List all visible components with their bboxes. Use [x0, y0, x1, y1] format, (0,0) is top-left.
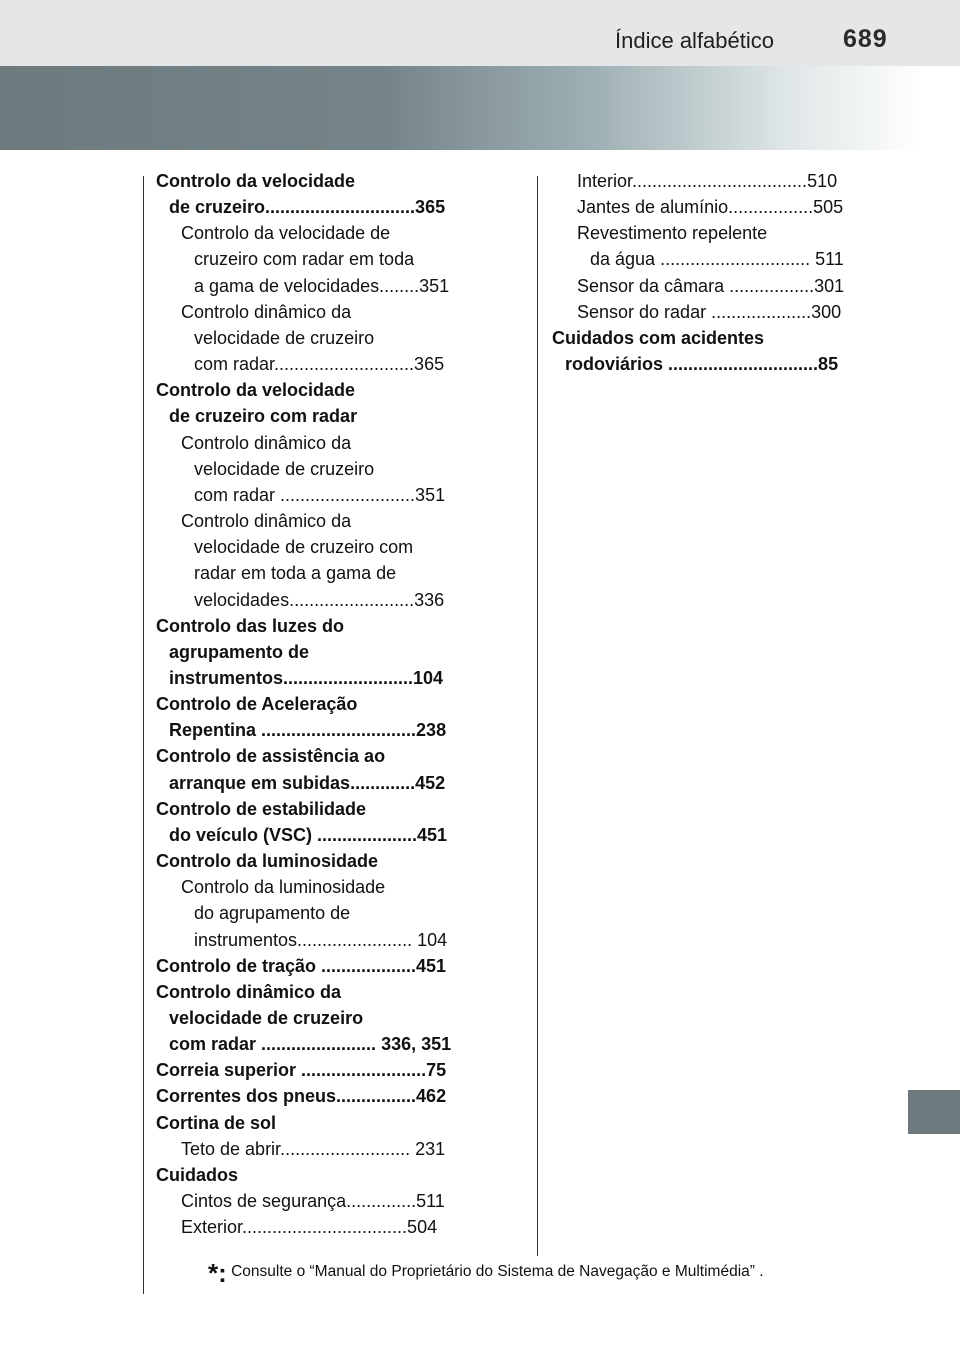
index-entry-line: Controlo dinâmico da [181, 301, 352, 322]
index-column-right [552, 168, 864, 377]
footnote-text: Consulte o “Manual do Proprietário do Sistema de Navegação e Multimédia” . [231, 1263, 764, 1280]
index-entry-line: cruzeiro com radar em toda [194, 249, 415, 270]
index-entry [156, 168, 468, 220]
page-number: 689 [843, 25, 888, 53]
index-entry-line: Exterior.................................504 [181, 1217, 438, 1238]
index-entry [156, 1162, 468, 1188]
index-entry-line: arranque em subidas.............452 [169, 772, 446, 793]
index-entry-line: Cintos de segurança..............511 [181, 1191, 445, 1212]
index-entry [552, 325, 864, 377]
index-entry-line: Controlo de tração ...................451 [156, 955, 447, 976]
index-entry-line: Controlo da luminosidade [181, 877, 386, 898]
index-subentry [552, 273, 864, 299]
index-entry-line: instrumentos....................... 104 [194, 929, 448, 950]
index-subentry [156, 1188, 468, 1214]
index-entry-line: Sensor do radar ....................300 [577, 301, 842, 322]
index-entry [156, 613, 468, 691]
index-subentry [156, 220, 468, 298]
footnote [208, 1258, 764, 1289]
index-entry [156, 743, 468, 795]
index-subentry [156, 430, 468, 508]
index-entry [156, 1110, 468, 1136]
index-entry-line: com radar ....................... 336, 351 [169, 1034, 452, 1055]
index-subentry [156, 508, 468, 613]
index-entry-line: Controlo da luminosidade [156, 851, 379, 872]
index-subentry [552, 168, 864, 194]
index-entry-line: de cruzeiro com radar [169, 406, 358, 427]
index-entry-line: radar em toda a gama de [194, 563, 397, 584]
index-subentry [156, 1214, 468, 1240]
index-entry-line: agrupamento de [169, 641, 310, 662]
index-entry [156, 796, 468, 848]
index-entry [156, 377, 468, 429]
index-entry-line: velocidades.........................336 [194, 589, 445, 610]
index-entry-line: do agrupamento de [194, 903, 351, 924]
index-entry-line: Sensor da câmara .................301 [577, 275, 845, 296]
header-banner [0, 66, 960, 150]
index-subentry [552, 194, 864, 220]
index-entry-line: do veículo (VSC) ....................451 [169, 824, 448, 845]
index-entry-line: Repentina ...............................238 [169, 720, 447, 741]
index-entry-line: velocidade de cruzeiro com [194, 537, 414, 558]
index-entry-line: Cuidados [156, 1164, 239, 1185]
index-entry-line: velocidade de cruzeiro [169, 1008, 364, 1028]
index-entry-line: Revestimento repelente [577, 223, 768, 244]
index-entry [156, 979, 468, 1057]
index-entry-line: Correia superior .........................75 [156, 1060, 447, 1081]
index-entry-line: rodoviários ..............................85 [565, 354, 839, 375]
index-entry [156, 691, 468, 743]
index-entry-line: Controlo dinâmico da [156, 981, 342, 1002]
index-entry-line: com radar............................365 [194, 354, 445, 375]
index-entry-line: Interior...................................510 [577, 171, 838, 191]
index-entry-line: Cuidados com acidentes [552, 327, 765, 348]
index-entry [156, 848, 468, 874]
header-bar [0, 0, 960, 66]
index-entry-line: Controlo das luzes do [156, 615, 345, 636]
index-entry-line: velocidade de cruzeiro [194, 458, 375, 479]
index-entry-line: Correntes dos pneus................462 [156, 1086, 447, 1107]
index-entry-line: Jantes de alumínio.................505 [577, 197, 844, 218]
index-subentry [156, 874, 468, 952]
index-entry-line: Teto de abrir.......................... 231 [181, 1138, 446, 1159]
index-entry-line: de cruzeiro..............................365 [169, 197, 446, 218]
index-entry-line: Controlo da velocidade [156, 380, 356, 401]
chapter-thumb-tab [908, 1090, 960, 1134]
index-subentry [156, 1136, 468, 1162]
index-entry-line: Controlo de estabilidade [156, 798, 367, 819]
index-entry-line: Controlo da velocidade [156, 171, 356, 191]
footnote-marker: *: [208, 1258, 227, 1288]
index-entry-line: da água .............................. 511 [590, 249, 844, 270]
index-subentry [156, 299, 468, 377]
column-divider [537, 176, 538, 1256]
index-entry-line: a gama de velocidades........351 [194, 275, 450, 296]
index-subentry [552, 299, 864, 325]
index-entry [156, 1057, 468, 1083]
section-title: Índice alfabético [615, 28, 774, 53]
index-entry-line: Controlo dinâmico da [181, 432, 352, 453]
index-entry-line: instrumentos..........................104 [169, 667, 444, 688]
left-column-rule [143, 176, 144, 1294]
index-column-left [156, 168, 468, 1240]
index-entry-line: Controlo de Aceleração [156, 694, 358, 715]
index-entry-line: com radar ...........................351 [194, 484, 446, 505]
index-entry-line: Controlo de assistência ao [156, 746, 386, 767]
index-entry-line: Controlo dinâmico da [181, 511, 352, 532]
index-entry-line: Controlo da velocidade de [181, 223, 391, 244]
index-entry-line: velocidade de cruzeiro [194, 327, 375, 348]
index-subentry [552, 220, 864, 272]
index-entry [156, 953, 468, 979]
index-entry [156, 1083, 468, 1109]
index-entry-line: Cortina de sol [156, 1112, 277, 1133]
